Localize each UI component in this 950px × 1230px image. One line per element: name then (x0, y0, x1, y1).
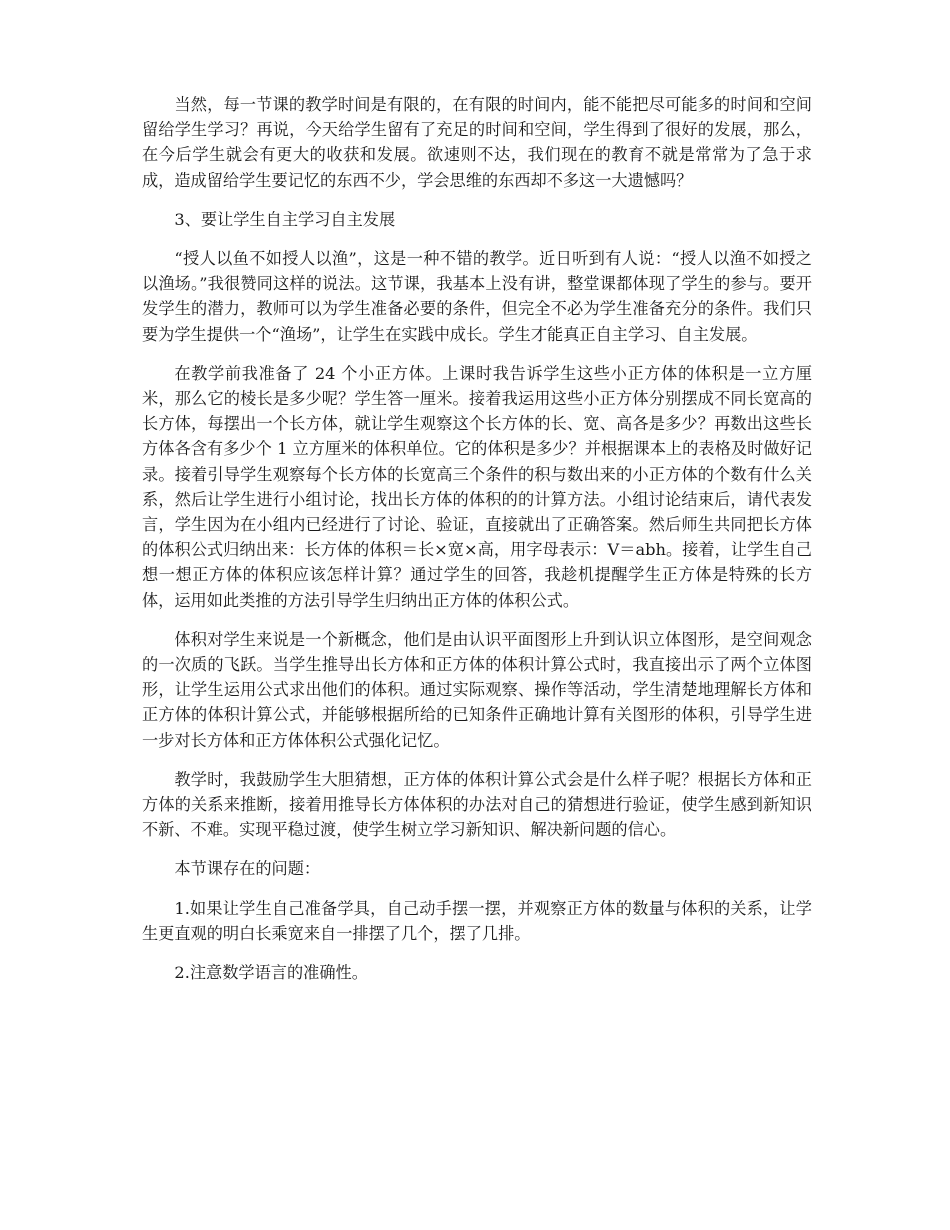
paragraph-cube-lesson: 在教学前我准备了 24 个小正方体。上课时我告诉学生这些小正方体的体积是一立方厘米，那么它的棱长是多少呢？学生答一厘米。接着我运用这些小正方体分别摆成不同长宽高的长方体，每摆出一个长方体，就让学生观察这个长方体的长、宽、高各是多少？再数出这些长方体各含有多少个 1 立方厘米的体积单位。它的体积是多少？并根据课本上的表格及时做好记录。接着引导学生观察每个长方体的长宽高三个条件的积与数出来的小正方体的个数有什么关系，然后让学生进行小组讨论，找出长方体的体积的的计算方法。小组讨论结束后，请代表发言，学生因为在小组内已经进行了讨论、验证，直接就出了正确答案。然后师生共同把长方体的体积公式归纳出来：长方体的体积＝长×宽×高，用字母表示：V＝abh。接着，让学生自己想一想正方体的体积应该怎样计算？通过学生的回答，我趁机提醒学生正方体是特殊的长方体，运用如此类推的方法引导学生归纳出正方体的体积公式。 (142, 363, 812, 610)
paragraph-problems-heading: 本节课存在的问题： (174, 859, 321, 879)
paragraph-volume-concept: 体积对学生来说是一个新概念，他们是由认识平面图形上升到认识立体图形，是空间观念的一次质的飞跃。当学生推导出长方体和正方体的体积计算公式时，我直接出示了两个立体图形，让学生运用公式求出他们的体积。通过实际观察、操作等活动，学生清楚地理解长方体和正方体的体积计算公式，并能够根据所给的已知条件正确地计算有关图形的体积，引导学生进一步对长方体和正方体体积公式强化记忆。 (142, 629, 812, 750)
section-heading-autonomous-learning: 3、要让学生自主学习自主发展 (174, 209, 396, 229)
document-page (142, 92, 812, 999)
paragraph-problem-2: 2.注意数学语言的准确性。 (174, 963, 368, 983)
paragraph-fishing-ground: “授人以鱼不如授人以渔”，这是一种不错的教学。近日听到有人说：“授人以渔不如授之以渔场。”我很赞同这样的说法。这节课，我基本上没有讲，整堂课都体现了学生的参与。要开发学生的潜力，教师可以为学生准备必要的条件，但完全不必为学生准备充分的条件。我们只要为学生提供一个“渔场”，让学生在实践中成长。学生才能真正自主学习、自主发展。 (142, 249, 812, 344)
paragraph-problem-1: 1.如果让学生自己准备学具，自己动手摆一摆，并观察正方体的数量与体积的关系，让学生更直观的明白长乘宽来自一排摆了几个，摆了几排。 (142, 898, 812, 943)
paragraph-time-space: 当然，每一节课的教学时间是有限的，在有限的时间内，能不能把尽可能多的时间和空间留给学生学习？再说，今天给学生留有了充足的时间和空间，学生得到了很好的发展，那么，在今后学生就会有更大的收获和发展。欲速则不达，我们现在的教育不就是常常为了急于求成，造成留给学生要记忆的东西不少，学会思维的东西却不多这一大遗憾吗？ (142, 95, 812, 190)
paragraph-guessing: 教学时，我鼓励学生大胆猜想，正方体的体积计算公式会是什么样子呢？根据长方体和正方体的关系来推断，接着用推导长方体体积的办法对自己的猜想进行验证，使学生感到新知识不新、不难。实现平稳过渡，使学生树立学习新知识、解决新问题的信心。 (142, 769, 812, 840)
